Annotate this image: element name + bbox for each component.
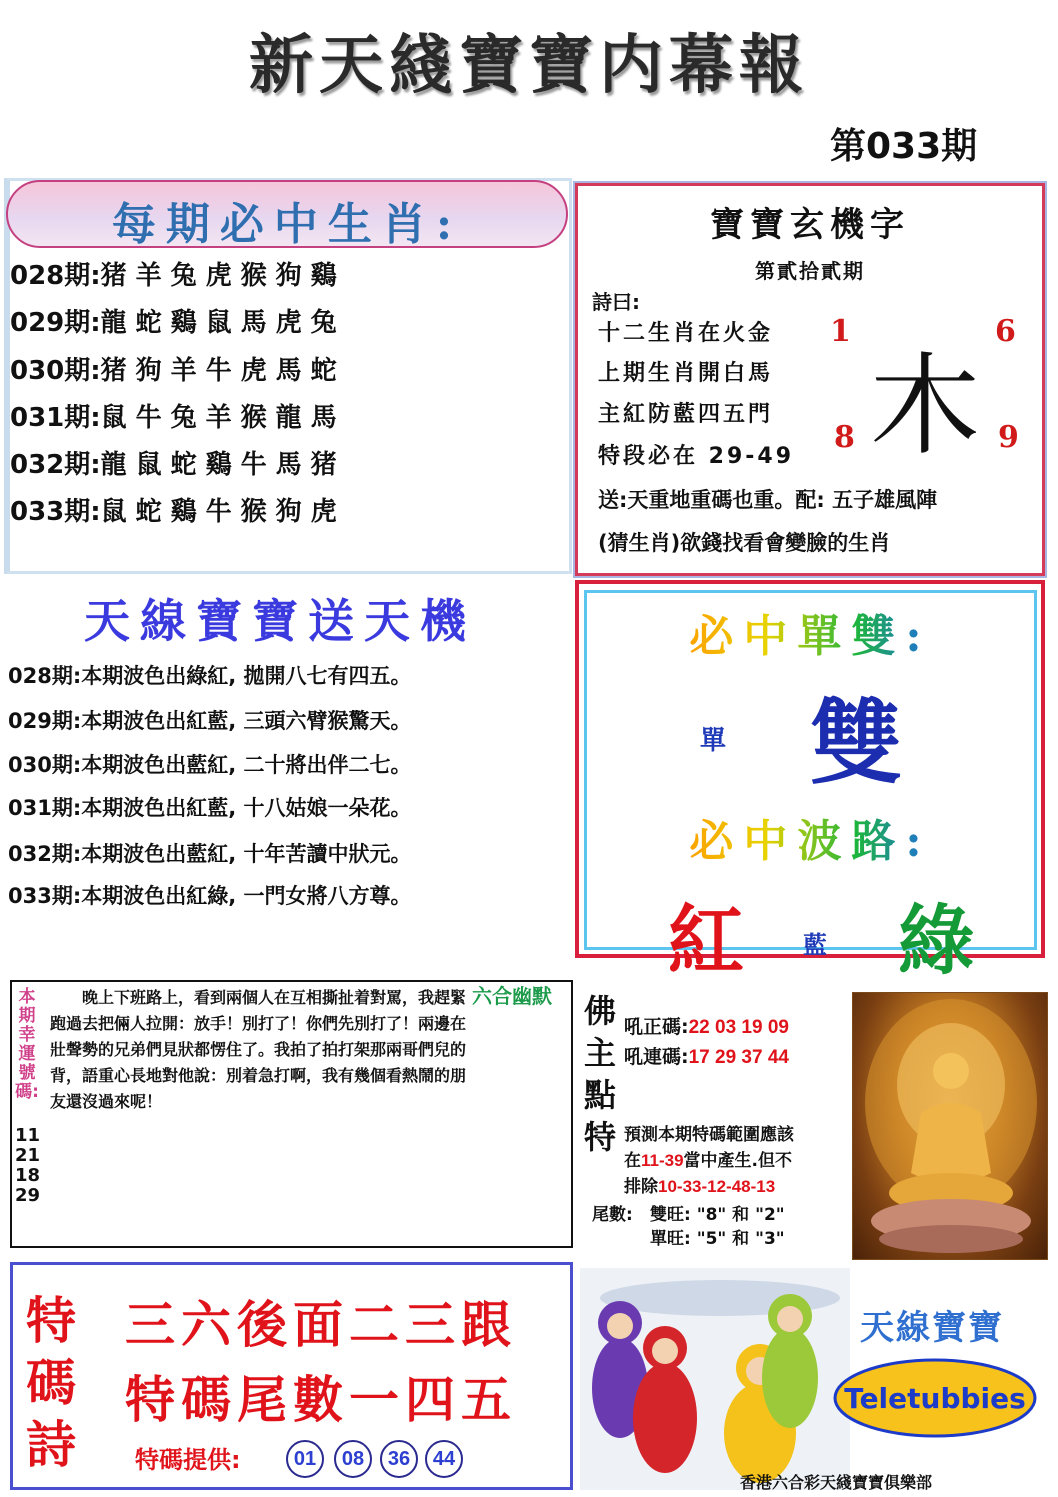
number-ball: 01: [286, 1440, 324, 1478]
riddle-title: 寶寶玄機字: [710, 205, 910, 245]
special-poem-label: 特碼詩: [26, 1291, 76, 1474]
riddle-character: 木: [870, 342, 980, 470]
predict-line: 在11-39當中產生.但不: [624, 1151, 793, 1171]
zodiac-row: 030期:猪狗羊牛虎馬蛇: [10, 356, 346, 386]
sky-tip-row: 033期:本期波色出紅綠, 一門女將八方尊。: [8, 884, 412, 908]
story-text: 晚上下班路上，看到兩個人在互相撕扯着對罵，我趕緊跑過去把倆人拉開：放手！別打了！你們先別打了！兩邊在壯聲勢的兄弟們見狀都愣住了。我拍了拍打架那兩哥們兒的背，語重心長地對他說：別着急打啊，我有幾個看熱鬧的朋友還沒過來呢！: [50, 988, 467, 1111]
poem-line: 主紅防藍四五門: [598, 402, 774, 427]
number-ball: 08: [334, 1440, 372, 1478]
zodiac-row: 033期:鼠蛇鷄牛猴狗虎: [10, 497, 346, 527]
poem-line: 上期生肖開白馬: [598, 361, 774, 386]
buddha-heading: 佛主點特: [583, 992, 616, 1156]
zodiac-row: 029期:龍蛇鷄鼠馬虎兔: [10, 308, 346, 338]
wave-blue: 藍: [803, 931, 827, 959]
oddeven-heading: 必中單雙:: [584, 600, 1037, 664]
riddle-number: 9: [998, 420, 1019, 455]
wave-heading: 必中波路:: [584, 805, 1037, 869]
predict-line: 預測本期特碼範圍應該: [624, 1125, 794, 1145]
link-numbers-row: 吼連碼:17 29 37 44: [624, 1046, 789, 1068]
lucky-numbers: 11 21 18 29: [15, 1125, 41, 1206]
even-label: 雙: [810, 689, 903, 797]
predict-line: 排除10-33-12-48-13: [624, 1177, 776, 1197]
zodiac-row: 031期:鼠牛兔羊猴龍馬: [10, 403, 346, 433]
provider-label: 特碼提供:: [135, 1446, 241, 1474]
riddle-number: 1: [830, 314, 851, 349]
sky-tip-row: 028期:本期波色出綠紅, 拋開八七有四五。: [8, 664, 412, 688]
riddle-subtitle: 第貳拾貳期: [755, 259, 865, 283]
number-ball: 44: [425, 1440, 463, 1478]
poem-line: 特段必在 29-49: [598, 444, 795, 469]
zodiac-row: 032期:龍鼠蛇鷄牛馬猪: [10, 450, 346, 480]
sky-tip-row: 031期:本期波色出紅藍, 十八姑娘一朵花。: [8, 796, 412, 820]
tail-odd: 單旺: "5" 和 "3": [650, 1229, 785, 1249]
riddle-number: 6: [995, 314, 1016, 349]
teletubbies-logo-text: Teletubbies: [844, 1382, 1026, 1415]
sky-tip-row: 032期:本期波色出藍紅, 十年苦讀中狀元。: [8, 842, 412, 866]
buddha-image: [852, 992, 1048, 1260]
page-title: 新天綫寶寶内幕報: [249, 29, 809, 103]
issue-number: 第033期: [830, 126, 978, 167]
riddle-footer: (猜生肖)欲錢找看會變臉的生肖: [598, 531, 891, 555]
special-poem-line: 三六後面二三跟: [125, 1295, 517, 1354]
sky-tip-row: 030期:本期波色出藍紅, 二十將出伴二七。: [8, 753, 412, 777]
odd-label: 單: [700, 726, 727, 756]
sky-tip-row: 029期:本期波色出紅藍, 三頭六臂猴驚天。: [8, 709, 412, 733]
riddle-number: 8: [834, 420, 855, 455]
special-poem-line: 特碼尾數一四五: [125, 1370, 517, 1429]
zodiac-title-banner: [6, 180, 568, 248]
story-tag: 六合幽默: [472, 984, 552, 1008]
riddle-footer: 送:天重地重碼也重。配: 五子雄風陣: [598, 488, 938, 512]
sky-tips-title: 天線寶寶送天機: [84, 594, 476, 648]
zodiac-title: 每期必中生肖:: [111, 199, 463, 250]
wave-red: 紅: [668, 896, 744, 985]
poem-label: 詩曰:: [592, 290, 640, 314]
brand-title: 天線寶寶: [860, 1308, 1004, 1348]
poem-line: 十二生肖在火金: [598, 321, 774, 346]
main-numbers-row: 吼正碼:22 03 19 09: [624, 1016, 789, 1038]
tail-even: 雙旺: "8" 和 "2": [650, 1205, 785, 1225]
wave-green: 綠: [898, 896, 974, 985]
number-ball: 36: [380, 1440, 418, 1478]
club-name: 香港六合彩天綫寶寶俱樂部: [740, 1473, 933, 1492]
lucky-number-label: 本期幸運號碼:: [15, 987, 39, 1102]
tail-label: 尾數:: [592, 1205, 633, 1225]
zodiac-row: 028期:猪羊兔虎猴狗鷄: [10, 261, 346, 291]
